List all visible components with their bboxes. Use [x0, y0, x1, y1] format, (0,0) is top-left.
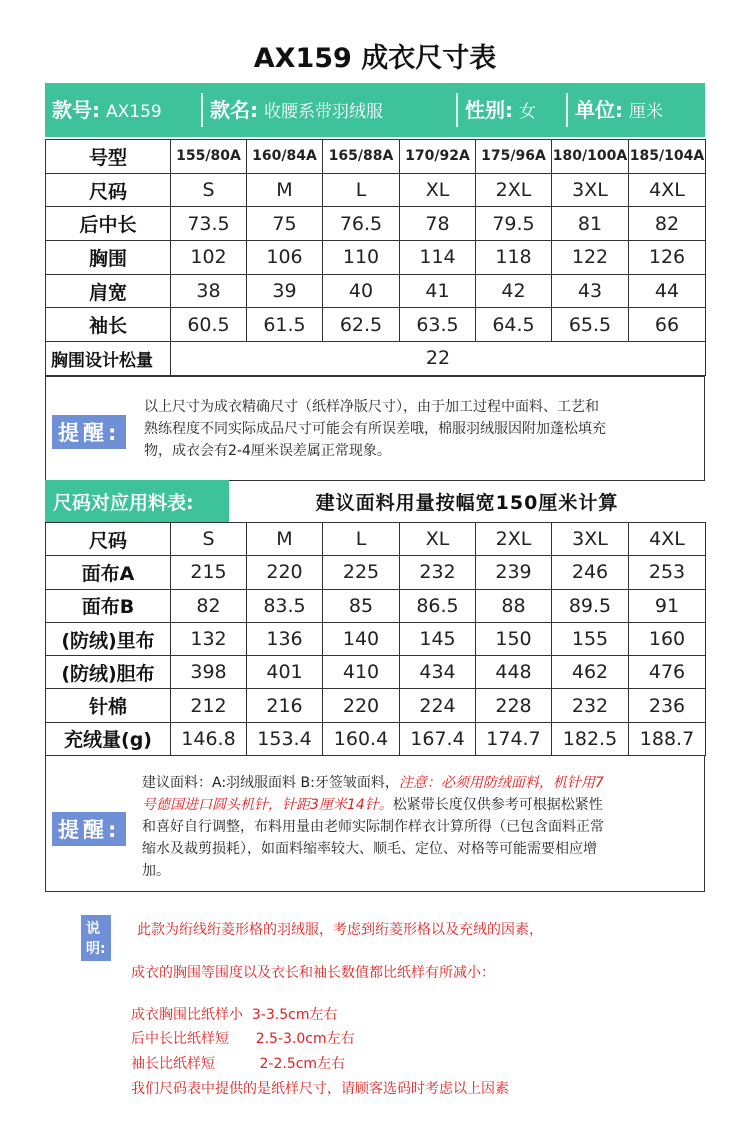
- table-cell: 185/104A: [629, 140, 706, 174]
- table-cell: 2XL: [476, 173, 552, 207]
- table-cell: 253: [629, 556, 706, 589]
- fabric-reminder-text: [142, 772, 604, 882]
- material-table: [45, 522, 706, 756]
- fabric-note-line: 和喜好自行调整，布料用量由老师实际制作样衣计算所得（已包含面料正常: [142, 819, 604, 835]
- table-cell: 61.5: [247, 308, 323, 342]
- row-label: 充绒量(g): [46, 722, 171, 755]
- unit-value: 厘米: [629, 102, 663, 122]
- table-cell: 81: [552, 207, 629, 241]
- table-cell: 232: [552, 689, 629, 722]
- table-row: [46, 722, 706, 755]
- table-cell: 76.5: [323, 207, 400, 241]
- row-label: 后中长: [46, 207, 171, 241]
- row-label: 尺码: [46, 523, 171, 556]
- table-cell: 78: [400, 207, 476, 241]
- product-info-bar: [45, 83, 705, 137]
- table-cell: 175/96A: [476, 140, 552, 174]
- table-cell: 73.5: [171, 207, 247, 241]
- table-cell: 75: [247, 207, 323, 241]
- fabric-note-line: 缩水及裁剪损耗），如面料缩率较大、顺毛、定位、对格等可能需要相应增: [142, 841, 597, 857]
- table-row: [46, 274, 706, 308]
- table-cell: 3XL: [552, 523, 629, 556]
- table-cell: S: [171, 173, 247, 207]
- fabric-reminder-tag: 提醒:: [52, 812, 126, 846]
- table-cell: 64.5: [476, 308, 552, 342]
- table-cell: 60.5: [171, 308, 247, 342]
- row-label: 尺码: [46, 173, 171, 207]
- table-cell: 118: [476, 241, 552, 275]
- table-cell: 82: [629, 207, 706, 241]
- table-cell: M: [247, 173, 323, 207]
- table-cell: 3XL: [552, 173, 629, 207]
- gender-value: 女: [519, 102, 536, 122]
- explanation-line: 此款为绗线绗菱形格的羽绒服，考虑到绗菱形格以及充绒的因素，: [137, 922, 543, 938]
- table-cell: 167.4: [400, 722, 476, 755]
- table-cell: 160/84A: [247, 140, 323, 174]
- table-row: [46, 523, 706, 556]
- row-label: 号型: [46, 140, 171, 174]
- reminder-tag: 提醒:: [52, 415, 126, 449]
- gender: [458, 93, 568, 127]
- fabric-warning: 注意：必须用防绒面料，机针用7: [398, 775, 604, 791]
- table-cell: XL: [400, 523, 476, 556]
- style-name: [203, 93, 458, 127]
- reminder-text: [144, 396, 606, 462]
- table-row: [46, 622, 706, 655]
- ease-label: 胸围设计松量: [46, 342, 171, 376]
- table-cell: 66: [629, 308, 706, 342]
- reminder-line: 物，成衣会有2-4厘米误差属正常现象。: [144, 443, 391, 459]
- table-cell: 85: [323, 589, 400, 622]
- table-cell: 448: [476, 656, 552, 689]
- table-cell: 174.7: [476, 722, 552, 755]
- table-row: [46, 556, 706, 589]
- style-number-label: 款号:: [52, 98, 100, 122]
- row-label: 针棉: [46, 689, 171, 722]
- table-cell: 224: [400, 689, 476, 722]
- style-number-value: AX159: [106, 102, 162, 122]
- table-cell: 140: [323, 622, 400, 655]
- table-cell: XL: [400, 173, 476, 207]
- table-cell: 153.4: [247, 722, 323, 755]
- page-title: AX159 成衣尺寸表: [253, 43, 497, 74]
- table-row: [46, 656, 706, 689]
- row-label: 面布A: [46, 556, 171, 589]
- table-row: [46, 689, 706, 722]
- table-cell: 228: [476, 689, 552, 722]
- table-cell: 220: [247, 556, 323, 589]
- table-cell: 4XL: [629, 523, 706, 556]
- table-cell: 160.4: [323, 722, 400, 755]
- unit-label: 单位:: [575, 98, 623, 122]
- table-cell: 89.5: [552, 589, 629, 622]
- table-cell: 62.5: [323, 308, 400, 342]
- table-cell: 83.5: [247, 589, 323, 622]
- row-label: 袖长: [46, 308, 171, 342]
- table-cell: 239: [476, 556, 552, 589]
- table-row: [46, 207, 706, 241]
- table-cell: 40: [323, 274, 400, 308]
- table-cell: 401: [247, 656, 323, 689]
- table-cell: 246: [552, 556, 629, 589]
- table-cell: 65.5: [552, 308, 629, 342]
- row-label: 面布B: [46, 589, 171, 622]
- fabric-reminder-box: [45, 755, 705, 892]
- table-cell: 232: [400, 556, 476, 589]
- reminder-box: [45, 376, 705, 481]
- table-cell: 170/92A: [400, 140, 476, 174]
- table-cell: L: [323, 173, 400, 207]
- table-cell: 91: [629, 589, 706, 622]
- elastic-note: 松紧带长度仅供参考可根据松紧性: [392, 797, 603, 813]
- explanation-tag: 说明:: [81, 915, 111, 961]
- table-row: [46, 308, 706, 342]
- table-cell: 410: [323, 656, 400, 689]
- table-cell: 42: [476, 274, 552, 308]
- table-cell: 114: [400, 241, 476, 275]
- explanation-line: 我们尺码表中提供的是纸样尺寸，请顾客选码时考虑以上因素: [131, 1081, 509, 1097]
- table-cell: 165/88A: [323, 140, 400, 174]
- table-cell: 4XL: [629, 173, 706, 207]
- table-cell: 122: [552, 241, 629, 275]
- table-cell: 188.7: [629, 722, 706, 755]
- unit: [568, 93, 705, 127]
- table-row: [46, 241, 706, 275]
- explanation-line: 成衣胸围比纸样小 3-3.5cm左右: [131, 1007, 338, 1023]
- row-label: 肩宽: [46, 274, 171, 308]
- table-cell: 462: [552, 656, 629, 689]
- table-cell: 182.5: [552, 722, 629, 755]
- table-cell: 79.5: [476, 207, 552, 241]
- explanation-line: 袖长比纸样短 2-2.5cm左右: [131, 1056, 346, 1072]
- explanation-line: 后中长比纸样短 2.5-3.0cm左右: [131, 1031, 355, 1047]
- ease-row: [46, 342, 706, 376]
- table-cell: 476: [629, 656, 706, 689]
- table-cell: 216: [247, 689, 323, 722]
- table-cell: 236: [629, 689, 706, 722]
- style-number: [45, 93, 203, 127]
- table-cell: 434: [400, 656, 476, 689]
- material-header-title: 建议面料用量按幅宽150厘米计算: [315, 491, 619, 514]
- table-cell: 63.5: [400, 308, 476, 342]
- row-label: (防绒)里布: [46, 622, 171, 655]
- row-label: 胸围: [46, 241, 171, 275]
- table-cell: 88: [476, 589, 552, 622]
- material-header: [45, 480, 705, 522]
- table-row: [46, 589, 706, 622]
- table-cell: 145: [400, 622, 476, 655]
- style-name-label: 款名:: [210, 98, 258, 122]
- table-cell: 82: [171, 589, 247, 622]
- material-header-label: 尺码对应用料表:: [45, 480, 229, 522]
- table-cell: 110: [323, 241, 400, 275]
- size-table: [45, 139, 706, 376]
- table-cell: 38: [171, 274, 247, 308]
- table-cell: 41: [400, 274, 476, 308]
- table-cell: 44: [629, 274, 706, 308]
- ease-value: 22: [171, 342, 706, 376]
- table-cell: 39: [247, 274, 323, 308]
- table-cell: 106: [247, 241, 323, 275]
- table-row: [46, 173, 706, 207]
- table-cell: 43: [552, 274, 629, 308]
- gender-label: 性别:: [465, 98, 513, 122]
- table-cell: S: [171, 523, 247, 556]
- table-cell: 155: [552, 622, 629, 655]
- table-cell: M: [247, 523, 323, 556]
- table-cell: 160: [629, 622, 706, 655]
- table-cell: 180/100A: [552, 140, 629, 174]
- table-row: [46, 140, 706, 174]
- style-name-value: 收腰系带羽绒服: [264, 102, 383, 122]
- row-label: (防绒)胆布: [46, 656, 171, 689]
- table-cell: L: [323, 523, 400, 556]
- table-cell: 215: [171, 556, 247, 589]
- table-cell: 146.8: [171, 722, 247, 755]
- reminder-line: 以上尺寸为成衣精确尺寸（纸样净版尺寸），由于加工过程中面料、工艺和: [144, 399, 599, 415]
- fabric-suggestion: 建议面料：A:羽绒服面料 B:牙签皱面料，: [142, 775, 399, 791]
- table-cell: 212: [171, 689, 247, 722]
- table-cell: 132: [171, 622, 247, 655]
- table-cell: 398: [171, 656, 247, 689]
- needle-warning: 号德国进口圆头机针，针距3厘米14针。: [142, 797, 393, 813]
- table-cell: 136: [247, 622, 323, 655]
- table-cell: 150: [476, 622, 552, 655]
- fabric-note-line: 加。: [142, 863, 170, 879]
- explanation-line: 成衣的胸围等围度以及衣长和袖长数值都比纸样有所减小：: [131, 965, 495, 981]
- reminder-line: 熟练程度不同实际成品尺寸可能会有所误差哦，棉服羽绒服因附加蓬松填充: [144, 421, 606, 437]
- table-cell: 155/80A: [171, 140, 247, 174]
- table-cell: 225: [323, 556, 400, 589]
- table-cell: 126: [629, 241, 706, 275]
- table-cell: 86.5: [400, 589, 476, 622]
- table-cell: 2XL: [476, 523, 552, 556]
- table-cell: 102: [171, 241, 247, 275]
- table-cell: 220: [323, 689, 400, 722]
